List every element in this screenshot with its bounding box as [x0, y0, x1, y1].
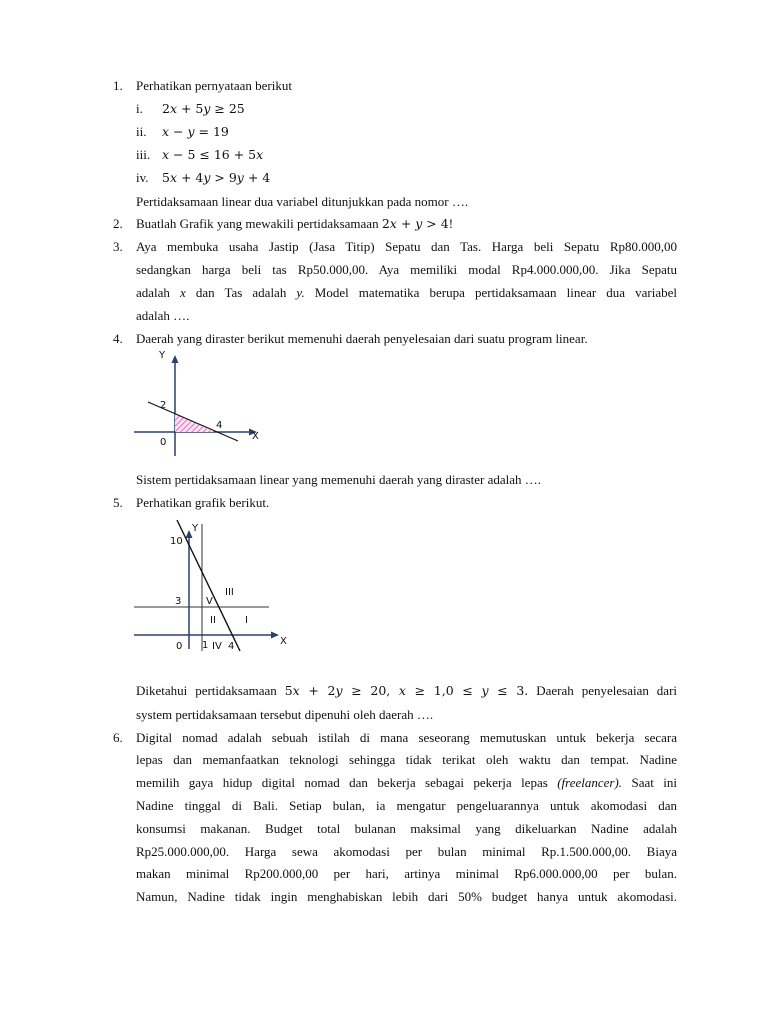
q4-y-arrow [172, 355, 179, 363]
q4-x-label: X [252, 431, 259, 442]
q5-y3-label: 3 [175, 596, 182, 607]
q6-line: lepas dan memanfaatkan teknologi sehingga tidak terikat oleh waktu dan tempat. Nadine [136, 752, 677, 767]
q1-item-label: i. [136, 101, 143, 116]
q4-x-intercept-label: 4 [216, 420, 223, 431]
q5-graph [128, 514, 298, 660]
q5-region-label: I [245, 615, 248, 626]
q3-line3-a: adalah [136, 285, 180, 300]
q5-y-label: Y [192, 523, 199, 534]
q5-region-label: III [225, 587, 234, 598]
q5-origin-label: 0 [176, 641, 183, 652]
q1-item-label: iii. [136, 147, 151, 162]
q5-text: Perhatikan grafik berikut. [136, 495, 270, 510]
q3-var-y: y. [296, 285, 305, 300]
q1-item-expr: 𝑥 − 𝑦 = 19 [162, 124, 229, 139]
q3-line: adalah …. [136, 308, 190, 323]
q1-number: 1. [113, 78, 123, 93]
q3-line3-b: dan Tas adalah [185, 285, 297, 300]
q5-region-label: II [210, 615, 216, 626]
q1-question: Pertidaksamaan linear dua variabel ditunjukkan pada nomor …. [136, 194, 469, 209]
q1-item-label: iv. [136, 170, 149, 185]
q5-x4-label: 4 [228, 641, 235, 652]
q1-item-expr: 𝑥 − 5 ≤ 16 + 5𝑥 [162, 147, 264, 162]
q4-y-label: Y [159, 350, 166, 361]
q3-line: sedangkan harga beli tas Rp50.000,00. Aya memiliki modal Rp4.000.000,00. Jika Sepatu [136, 262, 677, 277]
q6-number: 6. [113, 730, 123, 745]
q2-expr: 2𝑥 + 𝑦 > 4 [381, 216, 449, 231]
q4-y-intercept-label: 2 [160, 400, 167, 411]
q1-text: Perhatikan pernyataan berikut [136, 78, 292, 93]
q5-x-arrow [271, 632, 279, 639]
q5-line1-b: Daerah penyelesaian dari [528, 683, 678, 698]
q5-region-label: V [206, 596, 213, 607]
q6-line: Nadine tinggal di Bali. Setiap bulan, ia mengatur pengeluarannya untuk akomodasi dan [136, 798, 677, 813]
q1-item-expr: 5𝑥 + 4𝑦 > 9𝑦 + 4 [162, 170, 271, 185]
q6-line3-a: memilih gaya hidup digital nomad dan bekerja sebagai pekerja lepas [136, 775, 558, 790]
q4-text: Daerah yang diraster berikut memenuhi daerah penyelesaian dari suatu program linear. [136, 331, 588, 346]
q6-line: konsumsi makanan. Budget total bulanan maksimal yang dikeluarkan Nadine adalah [136, 821, 677, 836]
q6-line3-b: Saat ini [622, 775, 677, 790]
q1-item-label: ii. [136, 124, 147, 139]
q6-line: Namun, Nadine tidak ingin menghabiskan lebih dari 50% budget hanya untuk akomodasi. [136, 889, 677, 904]
q5-line1-a: Diketahui pertidaksamaan [136, 683, 285, 698]
q2-text-a: Buatlah Grafik yang mewakili pertidaksamaan [136, 216, 382, 231]
q5-number: 5. [113, 495, 123, 510]
q5-region-label: IV [212, 641, 222, 652]
q6-line [136, 775, 677, 791]
q2-number: 2. [113, 216, 123, 231]
q3-line3-c: Model matematika berupa pertidaksamaan linear dua variabel [304, 285, 677, 300]
q5-x1-label: 1 [202, 640, 209, 651]
q3-number: 3. [113, 239, 123, 254]
q2-text-b: ! [448, 216, 454, 231]
q5-x-label: X [280, 636, 287, 647]
q5-expr: 5𝑥 + 2𝑦 ≥ 20, 𝑥 ≥ 1,0 ≤ 𝑦 ≤ 3. [284, 683, 529, 698]
q4-question: Sistem pertidaksamaan linear yang memenuhi daerah yang diraster adalah …. [136, 472, 542, 487]
q6-freelancer: (freelancer). [557, 775, 623, 790]
q6-line: Digital nomad adalah sebuah istilah di mana seseorang memutuskan untuk bekerja secara [136, 730, 677, 745]
q3-var-x: x [180, 285, 186, 300]
q4-origin-label: 0 [160, 437, 167, 448]
q2-text [136, 216, 453, 232]
q1-item-expr: 2𝑥 + 5𝑦 ≥ 25 [162, 101, 245, 116]
q3-line: Aya membuka usaha Jastip (Jasa Titip) Sepatu dan Tas. Harga beli Sepatu Rp80.000,00 [136, 239, 677, 254]
q4-graph [130, 346, 270, 462]
q6-line: Rp25.000.000,00. Harga sewa akomodasi per bulan minimal Rp.1.500.000,00. Biaya [136, 844, 677, 859]
q5-line: system pertidaksamaan tersebut dipenuhi oleh daerah …. [136, 707, 434, 722]
q5-line [136, 683, 677, 699]
q5-line-5x2y [177, 520, 240, 651]
q3-line [136, 285, 677, 301]
q5-y10-label: 10 [170, 536, 183, 547]
q6-line: makan minimal Rp200.000,00 per hari, artinya minimal Rp6.000.000,00 per bulan. [136, 866, 677, 881]
q4-number: 4. [113, 331, 123, 346]
